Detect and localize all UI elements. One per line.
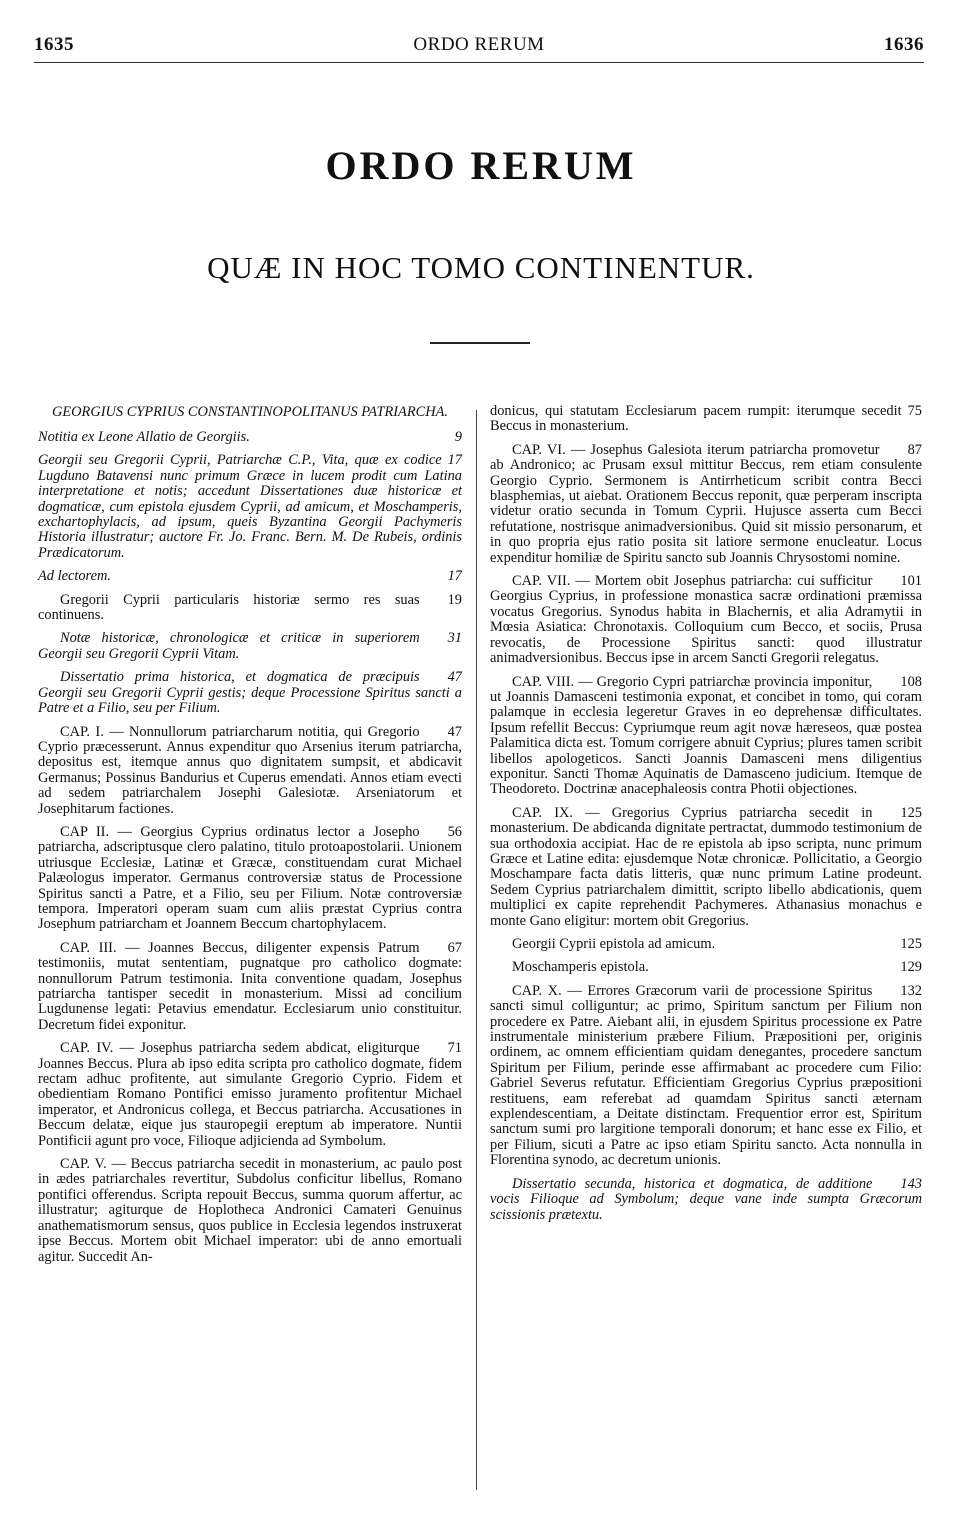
toc-entry bbox=[38, 941, 462, 1033]
page-title: ORDO RERUM bbox=[325, 143, 637, 188]
toc-entry bbox=[38, 569, 462, 584]
toc-page-number: 87 bbox=[907, 441, 922, 458]
toc-entry-text: CAP. I. — Nonnullorum patriarcharum notitia, qui Gregorio Cyprio præcesserunt. Annus expenditur quo Arsenius iterum patriarcha, depositus est, itemque annus quo dignitatem sumpsit, et abdicavit Germanus; Possinus Bandurius et Cuperus emendati. Annos etiam evecti ad sedem patriarchalem Josephi Galesiotæ. Arseniatorum et Josephitarum factiones. bbox=[38, 723, 462, 817]
toc-page-number: 129 bbox=[900, 959, 922, 976]
toc-entry bbox=[38, 453, 462, 561]
toc-page-number: 17 bbox=[447, 568, 462, 585]
toc-page-number: 101 bbox=[900, 573, 922, 590]
left-entries bbox=[38, 430, 462, 1265]
toc-entry-text: CAP. X. — Errores Græcorum varii de processione Spiritus sancti simul colliguntur; ac primo, Spiritum sanctum per Filium non procedere ex Patre. Aiebant alii, in ejusdem Spiritus processione ex Patre instrumentale ministerium præbere Filium. Præpositioni per, originis ordinem, ac omnem efficientiam quidam denegantes, procedere sanctum Spiritum per Filium, perinde esse affirmabant ac procedere cum Filio: Gabriel Severus refutatur. Efficientiam Gregorius Cyprius præpositioni restituens, eam referebat ad quamdam Spiritus sancti æternam explendescentiam, a Deitate distinctam. Frequentior error est, Spiritum sanctum sumi pro largitione temporali donorum; et hanc esse ex Filio, et per Filium, sicuti a Patre ac ipso etiam Spiritu sancto. Acta nonnulla in Florentina synodo, ac decretum unionis. bbox=[490, 982, 922, 1169]
running-head-right-page: 1636 bbox=[884, 34, 924, 55]
toc-entry bbox=[490, 404, 922, 435]
toc-entry-text: CAP. VIII. — Gregorio Cypri patriarchæ provincia imponitur, ut Joannis Damasceni testimonia exponat, et concibet in tomo, qui coram palamque in ecclesia legeretur Graves in eo deprehensæ difficultates. Ipsum refellit Beccus: Cypriumque reum agit novæ hæreseos, quæ postea Palamitica dicta est. Tomum corrigere abnuit Cyprius; plures tamen scribit libellos apologeticos. Sancti Joannis Damasceni mens diligentius exponitur. Sancti Thomæ Aquinatis de Damasceno judicium. Itemque de Theodoreto. Doctrinæ anacephaleosis contra Photii objectiones. bbox=[490, 673, 922, 798]
toc-page-number: 47 bbox=[447, 723, 462, 740]
running-head-left-page: 1635 bbox=[34, 34, 74, 55]
toc-page-number: 19 bbox=[447, 591, 462, 608]
toc-entry-text: CAP. VI. — Josephus Galesiota iterum patriarcha promovetur ab Andronico; ac Prusam exsul mittitur Beccus, rem etiam consulente Georgio Cyprio. Sermonem is Antirrheticum scribit contra Becci blasphemias, ut aiebat. Orationem Beccus reponit, quæ perperam inscripta videtur oratio secunda in Tomum Cyprii. Hujusce asserta cum Becci refutatione, nostrisque animadversionibus. Quid sit missio personarum, et in quo propria ejus ratio posita sit latiore sermone enucleatur. Locus expenditur homiliæ de Spiritu sancto sub Joannis Chrysostomi nomine. bbox=[490, 441, 922, 566]
toc-entry-text: Notæ historicæ, chronologicæ et criticæ in superiorem Georgii seu Gregorii Cyprii Vitam. bbox=[38, 630, 420, 662]
toc-page-number: 132 bbox=[900, 982, 922, 999]
toc-page-number: 9 bbox=[454, 429, 462, 445]
toc-entry-text: Gregorii Cyprii particularis historiæ sermo res suas continuens. bbox=[38, 591, 420, 624]
header-rule bbox=[34, 62, 924, 63]
toc-entry bbox=[38, 725, 462, 817]
toc-entry bbox=[490, 574, 922, 666]
page-subtitle: QUÆ IN HOC TOMO CONTINENTUR. bbox=[207, 250, 755, 285]
toc-entry-text: CAP. III. — Joannes Beccus, diligenter expensis Patrum testimoniis, mutat sententiam, pugnatque pro catholico dogmate: nonnullorum Patrum testimonia. Inita conventione quadam, Josephus patriarcha tantisper secedit in monasterium. Missi ad concilium Lugdunense legati: Petavius emendatur. Ecclesiarum unio constituitur. Decretum fidei exponitur. bbox=[38, 939, 462, 1033]
toc-page-number: 143 bbox=[900, 1175, 922, 1192]
toc-entry-text: CAP. VII. — Mortem obit Josephus patriarcha: cui sufficitur Georgius Cyprius, in professione monastica sacræ ordinationi præmissa vocatus Gregorius. Synodus habita in Blachernis, et alia Adramytii in Mœsia Asiatica: Chronotaxis. Colloquium cum Becco, et sociis, Prusa revocatis, de Processione Spiritus sancti: quod illustratur animadversionibus. Beccus ipse in arcem Sancti Gregorii relegatus. bbox=[490, 573, 922, 667]
toc-page-number: 67 bbox=[447, 939, 462, 956]
toc-page-number: 125 bbox=[900, 936, 922, 952]
toc-entry-text: CAP. V. — Beccus patriarcha secedit in monasterium, ac paulo post in ædes patriarchales revertitur, Subdolus conficitur libellus, Romano pontifici offerendus. Scripta repouit Beccus, summa quorum affertur, ac illustratur; agiturque de Hoplotheca Andronici Camateri Genuinus anathematismorum sensus, quos publice in Ecclesia legendos instruxerat ipse Beccus. Mortem obit Michael imperator: ubi de anno emortuali agitur. Succedit An- bbox=[38, 1156, 462, 1265]
toc-entry bbox=[490, 960, 922, 975]
toc-entry-text: Georgii Cyprii epistola ad amicum. bbox=[512, 936, 716, 952]
toc-entry-text: Notitia ex Leone Allatio de Georgiis. bbox=[38, 429, 250, 445]
toc-page-number: 75 bbox=[907, 403, 922, 419]
toc-entry-text: Moschamperis epistola. bbox=[512, 959, 649, 976]
toc-entry-text: Georgii seu Gregorii Cyprii, Patriarchæ C.P., Vita, quæ ex codice Lugduno Batavensi nunc primum Græce in lucem prodit cum Latina interpretatione et notis; accedunt Dissertationes duæ historicæ et dogmaticæ, cum epistola ejusdem Cyprii, ad amicum, et Moschamperis, exchartophylacis, ad ipsum, queis Byzantina Georgii Pachymeris Historia illustratur; auctore Fr. Jo. Franc. Bern. M. De Rubeis, ordinis Prædicatorum. bbox=[38, 452, 462, 561]
section-heading: GEORGIUS CYPRIUS CONSTANTINOPOLITANUS PATRIARCHA. bbox=[51, 404, 448, 420]
toc-entry-text: Dissertatio secunda, historica et dogmatica, de additione vocis Filioque ad Symbolum; deque vane inde sumpta Græcorum scissionis prætextu. bbox=[490, 1175, 922, 1223]
title-divider bbox=[430, 342, 530, 344]
toc-entry bbox=[38, 825, 462, 933]
right-column bbox=[490, 404, 922, 1231]
toc-page-number: 125 bbox=[900, 804, 922, 821]
right-entries bbox=[490, 404, 922, 1223]
column-divider bbox=[476, 410, 477, 1490]
toc-entry-text: Dissertatio prima historica, et dogmatica de præcipuis Georgii seu Gregorii Cyprii gestis; deque Processione Spiritus sancti a Patre et a Filio, seu per Filium. bbox=[38, 669, 462, 717]
toc-page-number: 47 bbox=[447, 669, 462, 686]
toc-entry bbox=[38, 1041, 462, 1149]
toc-entry bbox=[490, 937, 922, 952]
running-head-title: ORDO RERUM bbox=[413, 34, 545, 55]
toc-entry bbox=[38, 1157, 462, 1265]
toc-entry bbox=[490, 675, 922, 798]
toc-entry-text: Ad lectorem. bbox=[38, 568, 111, 585]
toc-entry-text: donicus, qui statutam Ecclesiarum pacem rumpit: iterumque secedit Beccus in monasterium. bbox=[490, 403, 902, 435]
toc-page-number: 108 bbox=[900, 673, 922, 690]
toc-entry-text: CAP. IV. — Josephus patriarcha sedem abdicat, eligiturque Joannes Beccus. Plura ab ipso edita scripta pro catholico dogmate, fidem rectam adhuc profitente, aut simulante Gregorio Cyprio. Fidem et obedientiam Romano Pontifici emisso juramento profitentur Michael imperator, et Andronicus collega, et Beccus patriarcha. Accusationes in Beccum delatæ, eique jus stauropegii ereptum ab imperatore. Nuntii Pontificii agunt pro voce, Filioque adjicienda ad Symbolum. bbox=[38, 1040, 462, 1149]
toc-entry bbox=[490, 1177, 922, 1223]
toc-entry-text: CAP. IX. — Gregorius Cyprius patriarcha secedit in monasterium. De abdicanda dignitate pertractat, dummodo testimonium de sua orthodoxia accipiat. Hac de re epistola ab ipso scripta, nunc primum Græce et Latine edita: ejusdemque Notæ chronicæ. Pollicitatio, a Georgio Moschampare facta datis litteris, quæ nunc primum Latine prodeunt. Sedem Cyprius patriarchalem dimittit, scripto libello abdicationis, quem multiplici ex capite reprehendit Pachymeres. Athanasius monachus e monte Gano eligitur: mortem obit Gregorius. bbox=[490, 804, 922, 929]
toc-entry-text: CAP II. — Georgius Cyprius ordinatus lector a Josepho patriarcha, adscriptusque clero palatino, titulo protoapostolarii. Unionem utriusque Ecclesiæ, Latinæ et Græcæ, constituendam curat Michael Palæologus imperator. Germanus controversiæ status de Processione Spiritus sancti a Patre, et a Filio, seu per Filium. Notæ controversiæ tempora. Imperatori operam suam cum aliis præstat Cyprius contra Josephum patriarcham et Joannem Beccum chartophylacem. bbox=[38, 823, 462, 933]
toc-page-number: 31 bbox=[447, 630, 462, 647]
toc-page-number: 56 bbox=[447, 823, 462, 840]
toc-entry bbox=[38, 430, 462, 445]
toc-entry bbox=[490, 984, 922, 1169]
toc-entry bbox=[38, 631, 462, 662]
toc-entry bbox=[38, 593, 462, 624]
toc-entry bbox=[490, 443, 922, 566]
toc-entry bbox=[490, 806, 922, 929]
toc-page-number: 71 bbox=[447, 1040, 462, 1057]
left-column bbox=[38, 404, 462, 1273]
toc-page-number: 17 bbox=[447, 452, 462, 469]
toc-entry bbox=[38, 670, 462, 716]
running-head bbox=[34, 34, 924, 60]
